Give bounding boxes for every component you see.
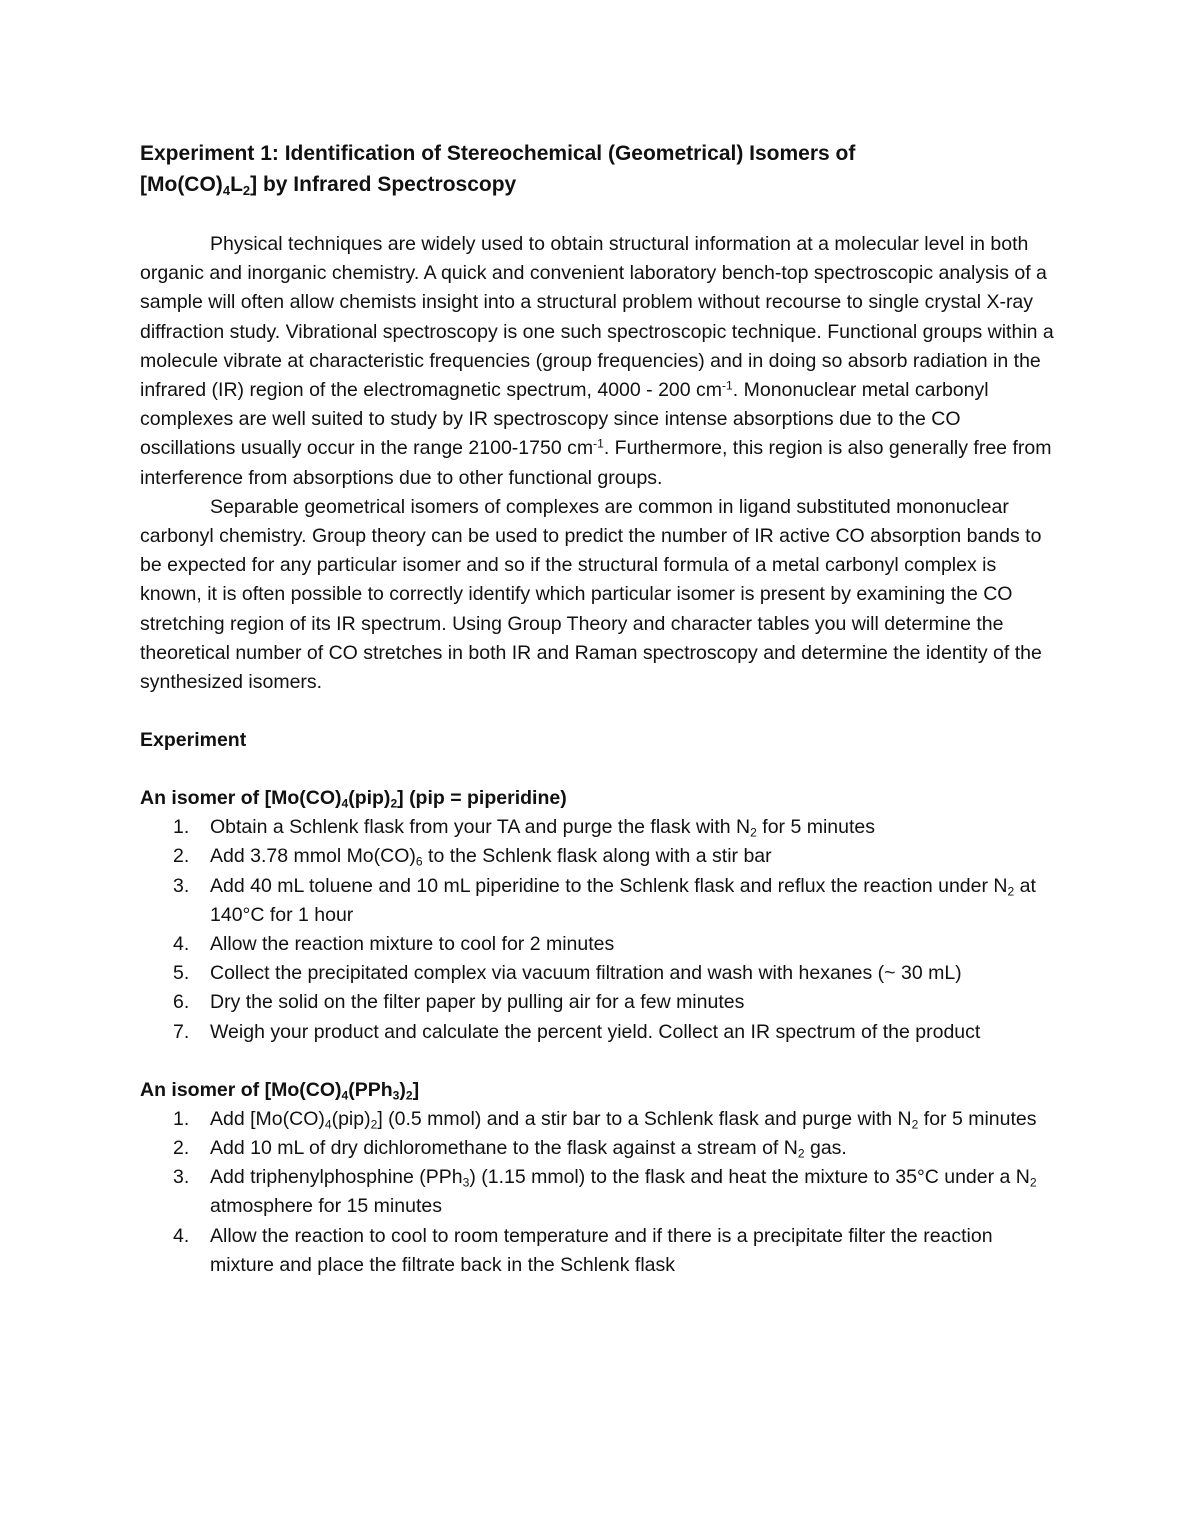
step-text: atmosphere for 15 minutes bbox=[210, 1195, 442, 1218]
section-2-heading-sub-1: 4 bbox=[341, 1088, 349, 1103]
title-line-1: Experiment 1: Identification of Stereochemical (Geometrical) Isomers of bbox=[140, 142, 856, 165]
list-item bbox=[140, 1134, 1055, 1163]
intro-p1-part-a: Physical techniques are widely used to obtain structural information at a molecular level in both organic and inorganic chemistry. A quick and convenient laboratory bench-top spectroscopic analysis of a sample will often allow chemists insight into a structural problem without recourse to single crystal X-ray diffraction study. Vibrational spectroscopy is one such spectroscopic technique. Functional groups within a molecule vibrate at characteristic frequencies (group frequencies) and in doing so absorb radiation in the infrared (IR) region of the electromagnetic spectrum, 4000 - 200 cm bbox=[140, 233, 1054, 402]
step-text: Add 40 mL toluene and 10 mL piperidine to the Schlenk flask and reflux the reaction under N bbox=[210, 874, 1008, 897]
list-item bbox=[140, 872, 1055, 930]
intro-p1-part-c: . Furthermore, this region is also generally free from interference from absorptions due to other functional groups. bbox=[140, 437, 1052, 489]
step-text: (pip) bbox=[331, 1107, 371, 1130]
section-2-heading bbox=[140, 1076, 1055, 1105]
step-text: to the Schlenk flask along with a stir bar bbox=[422, 845, 772, 868]
list-item bbox=[140, 813, 1055, 842]
step-subscript: 2 bbox=[797, 1146, 805, 1161]
step-number: 1. bbox=[173, 816, 190, 839]
section-2-heading-c: ) bbox=[399, 1078, 406, 1101]
list-item bbox=[140, 959, 1055, 988]
step-text: Add triphenylphosphine (PPh bbox=[210, 1166, 463, 1189]
section-1-heading-c: ] (pip = piperidine) bbox=[397, 787, 567, 810]
step-number: 4. bbox=[173, 1224, 190, 1247]
section-1-heading-sub-1: 4 bbox=[341, 796, 349, 811]
list-item bbox=[140, 1018, 1055, 1047]
step-text: for 5 minutes bbox=[756, 816, 875, 839]
step-subscript: 2 bbox=[370, 1117, 378, 1132]
step-text: Dry the solid on the filter paper by pulling air for a few minutes bbox=[210, 991, 745, 1014]
section-2-heading-b: (PPh bbox=[348, 1078, 393, 1101]
step-number: 2. bbox=[173, 1137, 190, 1160]
list-item bbox=[140, 988, 1055, 1017]
step-subscript: 2 bbox=[750, 825, 757, 840]
section-1-heading bbox=[140, 784, 1055, 813]
document-title bbox=[140, 138, 1055, 200]
section-1-heading-a: An isomer of [Mo(CO) bbox=[140, 787, 342, 810]
section-2-heading-sub-2: 3 bbox=[392, 1088, 400, 1103]
section-2-heading-a: An isomer of [Mo(CO) bbox=[140, 1078, 342, 1101]
step-text: Allow the reaction mixture to cool for 2 minutes bbox=[210, 933, 615, 956]
step-text: at 140°C for 1 hour bbox=[210, 874, 1036, 926]
step-subscript: 6 bbox=[415, 855, 423, 870]
list-item bbox=[140, 1163, 1055, 1221]
intro-p1-part-b: . Mononuclear metal carbonyl complexes are well suited to study by IR spectroscopy since intense absorptions due to the CO oscillations usually occur in the range 2100-1750 cm bbox=[140, 379, 989, 460]
step-text: Add 10 mL of dry dichloromethane to the flask against a stream of N bbox=[210, 1137, 798, 1160]
section-1-heading-sub-2: 2 bbox=[390, 796, 398, 811]
step-text: Collect the precipitated complex via vacuum filtration and wash with hexanes (~ 30 mL) bbox=[210, 962, 962, 985]
title-sub-1: 4 bbox=[222, 182, 231, 198]
step-subscript: 2 bbox=[1029, 1175, 1037, 1190]
section-2-heading-d: ] bbox=[412, 1078, 420, 1101]
section-1-steps bbox=[140, 813, 1055, 1047]
step-number: 1. bbox=[173, 1107, 190, 1130]
intro-p1-sup-1: -1 bbox=[722, 378, 733, 393]
step-text: ) (1.15 mmol) to the flask and heat the mixture to 35°C under a N bbox=[469, 1166, 1030, 1189]
step-subscript: 2 bbox=[1007, 884, 1015, 899]
intro-paragraph-1 bbox=[140, 230, 1055, 493]
section-2-heading-sub-3: 2 bbox=[405, 1088, 413, 1103]
step-text: Allow the reaction to cool to room temperature and if there is a precipitate filter the reaction mixture and place the filtrate back in the Schlenk flask bbox=[210, 1224, 993, 1276]
step-text: Add 3.78 mmol Mo(CO) bbox=[210, 845, 416, 868]
section-2-steps bbox=[140, 1105, 1055, 1280]
experiment-heading: Experiment bbox=[140, 729, 247, 752]
step-number: 5. bbox=[173, 962, 190, 985]
title-line-2-prefix: [Mo(CO) bbox=[140, 173, 223, 196]
title-line-2-mid: L bbox=[230, 173, 243, 196]
step-number: 6. bbox=[173, 991, 190, 1014]
list-item bbox=[140, 930, 1055, 959]
step-text: Weigh your product and calculate the percent yield. Collect an IR spectrum of the product bbox=[210, 1020, 981, 1043]
list-item bbox=[140, 1222, 1055, 1280]
step-subscript: 3 bbox=[462, 1175, 470, 1190]
step-number: 3. bbox=[173, 874, 190, 897]
step-text: for 5 minutes bbox=[918, 1107, 1037, 1130]
intro-p1-sup-2: -1 bbox=[593, 436, 604, 451]
step-text: Add [Mo(CO) bbox=[210, 1107, 325, 1130]
step-number: 4. bbox=[173, 933, 190, 956]
document-page bbox=[140, 138, 1055, 1280]
step-subscript: 2 bbox=[911, 1117, 919, 1132]
intro-paragraph-2: Separable geometrical isomers of complexes are common in ligand substituted mononuclear carbonyl chemistry. Group theory can be used to predict the number of IR active CO absorption bands to be expected for any particular isomer and so if the structural formula of a metal carbonyl complex is known, it is often possible to correctly identify which particular isomer is present by examining the CO stretching region of its IR spectrum. Using Group Theory and character tables you will determine the theoretical number of CO stretches in both IR and Raman spectroscopy and determine the identity of the synthesized isomers. bbox=[140, 495, 1042, 694]
step-text: ] (0.5 mmol) and a stir bar to a Schlenk flask and purge with N bbox=[377, 1107, 912, 1130]
list-item bbox=[140, 842, 1055, 871]
section-1-heading-b: (pip) bbox=[348, 787, 391, 810]
title-line-2-suffix: ] by Infrared Spectroscopy bbox=[250, 173, 517, 196]
step-number: 3. bbox=[173, 1166, 190, 1189]
list-item bbox=[140, 1105, 1055, 1134]
step-subscript: 4 bbox=[324, 1117, 332, 1132]
step-number: 2. bbox=[173, 845, 190, 868]
step-number: 7. bbox=[173, 1020, 190, 1043]
step-text: Obtain a Schlenk flask from your TA and purge the flask with N bbox=[210, 816, 751, 839]
step-text: gas. bbox=[804, 1137, 847, 1160]
title-sub-2: 2 bbox=[242, 182, 251, 198]
